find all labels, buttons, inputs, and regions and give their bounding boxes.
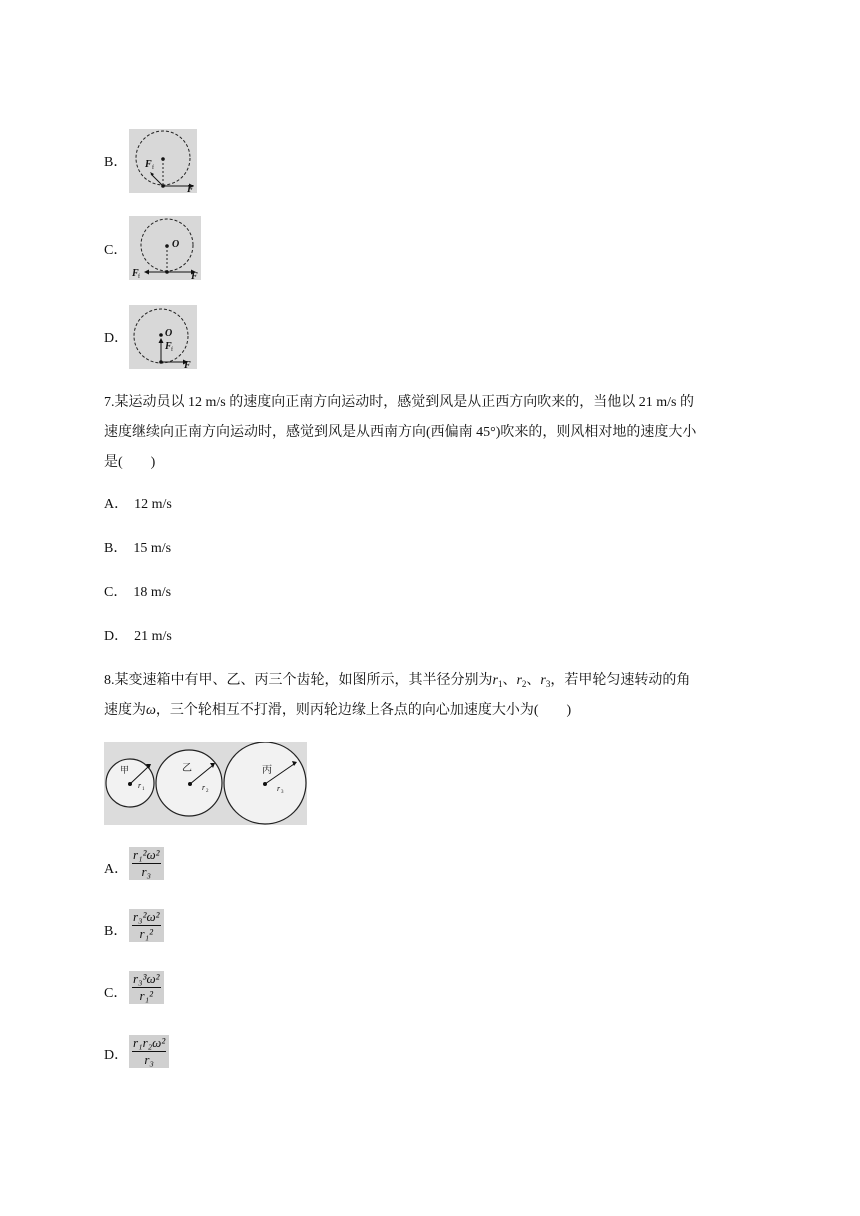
q6-option-d-figure bbox=[129, 305, 197, 369]
q6-option-b-label: B． bbox=[104, 155, 128, 170]
q8-r3-sub: 3 bbox=[545, 679, 551, 689]
q6-option-b-figure bbox=[129, 129, 197, 193]
q8-r3: r bbox=[540, 673, 546, 688]
q6d-ff-sub: f bbox=[171, 347, 173, 353]
q8-option-d-formula bbox=[129, 1035, 169, 1068]
gear-yi-name: 乙 bbox=[182, 763, 192, 774]
q8-option-a-formula bbox=[129, 847, 164, 880]
q7-option-b-text: 15 m/s bbox=[133, 541, 172, 556]
q6c-ff-label: F bbox=[132, 268, 139, 279]
q8-option-d-numerator: r₁r₂ω² bbox=[133, 1035, 166, 1050]
q8-stem-line-1 bbox=[104, 671, 690, 694]
q7-stem-line-1: 7.某运动员以 12 m/s 的速度向正南方向运动时，感觉到风是从正西方向吹来的，当他以 21 m/s 的 bbox=[104, 395, 694, 410]
gear-jia-r-sub: 1 bbox=[142, 787, 145, 792]
q8-option-a-numerator: r₁²ω² bbox=[133, 847, 160, 862]
gear-jia-name: 甲 bbox=[120, 766, 130, 776]
q8-sep-1: 、 bbox=[502, 673, 517, 688]
gear-jia-r: r bbox=[138, 781, 142, 790]
q7-stem-line-2: 速度继续向正南方向运动时，感觉到风是从西南方向(西偏南 45°)吹来的，则风相对地的速度大小 bbox=[104, 425, 697, 440]
q7-option-a-text: 12 m/s bbox=[134, 497, 172, 512]
q6-option-c-label: C． bbox=[104, 243, 128, 258]
q8-option-a-label: A． bbox=[104, 862, 129, 877]
q7-option-b-label: B． bbox=[104, 541, 128, 556]
q8-omega: ω bbox=[146, 703, 156, 718]
q7-option-c-label: C． bbox=[104, 585, 128, 600]
q8-option-d-label: D． bbox=[104, 1048, 129, 1063]
q8-gears-figure bbox=[104, 742, 307, 825]
gear-bing-name: 丙 bbox=[262, 765, 272, 776]
q7-option-c bbox=[104, 583, 171, 603]
gear-yi-r-sub: 2 bbox=[206, 789, 209, 794]
q6b-f-label: F bbox=[187, 184, 194, 193]
q8-option-b-denominator: r₁² bbox=[139, 926, 154, 941]
q8-option-d-denominator: r₃ bbox=[144, 1052, 154, 1067]
q6d-o-label: O bbox=[165, 328, 173, 339]
q8-line2-part-a: 速度为 bbox=[104, 703, 146, 718]
q8-option-b-numerator: r₃²ω² bbox=[133, 909, 160, 924]
q8-option-c-denominator: r₁² bbox=[139, 988, 154, 1003]
q7-option-c-text: 18 m/s bbox=[133, 585, 172, 600]
q7-option-a bbox=[104, 495, 172, 515]
q6c-o-label: O bbox=[172, 239, 180, 250]
q7-option-d-text: 21 m/s bbox=[134, 629, 172, 644]
q8-option-b-label: B． bbox=[104, 924, 128, 939]
q7-option-d-label: D． bbox=[104, 629, 129, 644]
q6-option-d-label: D． bbox=[104, 331, 129, 346]
gear-yi-r: r bbox=[202, 783, 206, 792]
q7-stem-line-3: 是( ) bbox=[104, 455, 156, 470]
q8-option-c-numerator: r₃³ω² bbox=[133, 971, 160, 986]
q8-option-b-formula bbox=[129, 909, 164, 942]
q7-option-d bbox=[104, 627, 172, 647]
q6b-ff-sub: f bbox=[152, 165, 154, 171]
q6d-ff-label: F bbox=[165, 341, 172, 352]
q8-r1-sub: 1 bbox=[497, 679, 503, 689]
q7-option-a-label: A． bbox=[104, 497, 129, 512]
q8-r1: r bbox=[492, 673, 498, 688]
q6c-ff-sub: f bbox=[138, 274, 140, 280]
q8-option-c-label: C． bbox=[104, 986, 128, 1001]
q6c-f-label: F bbox=[191, 271, 198, 280]
q8-option-a-denominator: r₃ bbox=[141, 864, 152, 879]
q8-stem-line-2 bbox=[104, 701, 571, 721]
q6-option-c-figure bbox=[129, 216, 201, 280]
q8-sep-2: 、 bbox=[526, 673, 541, 688]
gear-bing-r-sub: 3 bbox=[281, 790, 284, 795]
q6b-ff-label: F bbox=[145, 159, 152, 170]
q8-line2-part-b: ，三个轮相互不打滑，则丙轮边缘上各点的向心加速度大小为( ) bbox=[155, 703, 572, 718]
q6d-f-label: F bbox=[184, 360, 191, 369]
q8-line1-part-a: 8.某变速箱中有甲、乙、丙三个齿轮，如图所示，其半径分别为 bbox=[104, 673, 493, 688]
q8-r2-sub: 2 bbox=[521, 679, 527, 689]
q8-line1-part-b: ，若甲轮匀速转动的角 bbox=[550, 673, 691, 688]
q8-option-c-formula bbox=[129, 971, 164, 1004]
q8-r2: r bbox=[516, 673, 522, 688]
q7-option-b bbox=[104, 539, 171, 559]
gear-bing-r: r bbox=[277, 784, 281, 793]
